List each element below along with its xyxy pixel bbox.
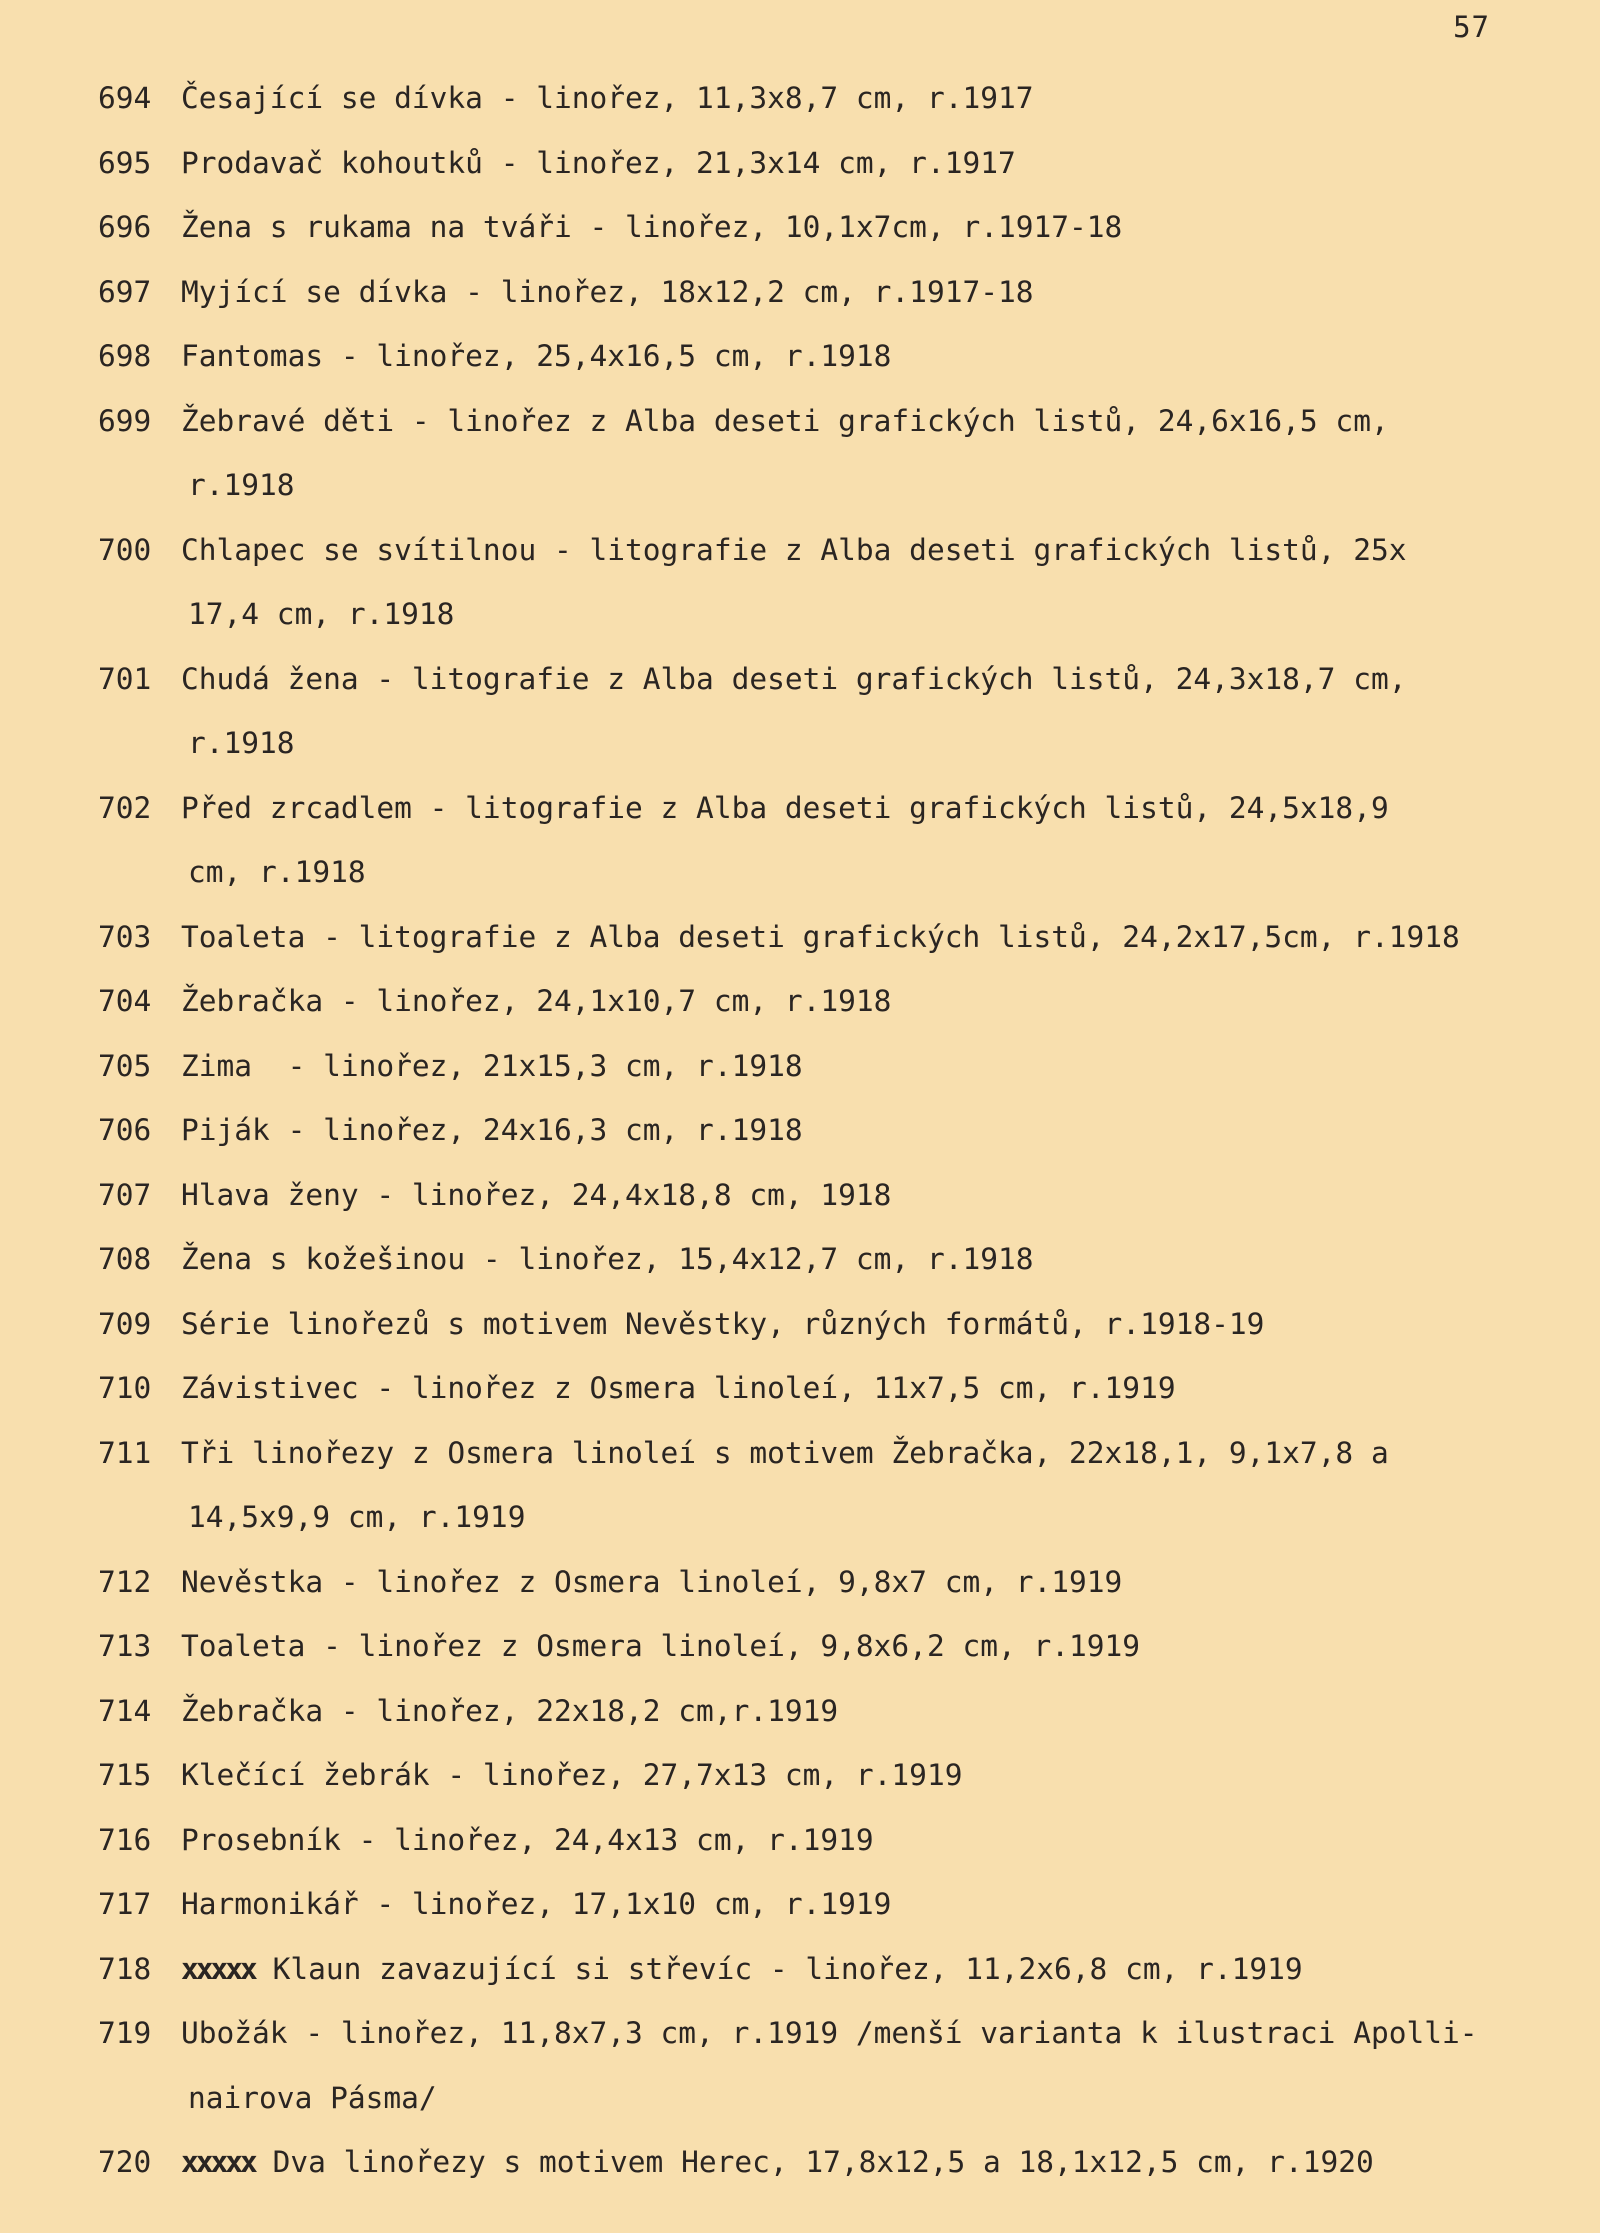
catalog-entry	[98, 1421, 1598, 1550]
entry-text: Žebračka - linořez, 22x18,2 cm,r.1919	[181, 1693, 839, 1728]
entry-number: 714	[98, 1693, 152, 1728]
catalog-entry	[98, 518, 1598, 647]
entry-number: 697	[98, 274, 152, 309]
entry-number: 694	[98, 81, 152, 115]
catalog-entry	[98, 195, 1598, 260]
entry-text: Chlapec se svítilnou - litografie z Alba deseti grafických listů, 25x	[181, 532, 1407, 567]
catalog-entry	[98, 776, 1598, 905]
entry-number: 720	[98, 2145, 152, 2179]
entry-text: Klaun zavazující si střevíc - linořez, 11,2x6,8 cm, r.1919	[272, 1951, 1303, 1986]
catalog-entry	[98, 1227, 1598, 1292]
entry-number: 711	[98, 1435, 152, 1470]
catalog-entry	[98, 1614, 1598, 1679]
entry-text: Toaleta - linořez z Osmera linoleí, 9,8x6,2 cm, r.1919	[181, 1629, 1141, 1663]
catalog-entry	[98, 969, 1598, 1034]
entry-text: Žebravé děti - linořez z Alba deseti grafických listů, 24,6x16,5 cm,	[181, 403, 1389, 438]
catalog-entry	[98, 1292, 1598, 1357]
catalog-entry	[98, 1550, 1598, 1615]
entry-text: Série linořezů s motivem Nevěstky, různých formátů, r.1918-19	[181, 1306, 1265, 1341]
entry-text: Myjící se dívka - linořez, 18x12,2 cm, r.1917-18	[181, 274, 1034, 309]
entry-text: Harmonikář - linořez, 17,1x10 cm, r.1919	[181, 1887, 892, 1921]
catalog-entry	[98, 1356, 1598, 1421]
catalog-entry	[98, 66, 1598, 131]
entry-text: Žebračka - linořez, 24,1x10,7 cm, r.1918	[181, 984, 892, 1018]
entry-continuation: nairova Pásma/	[188, 2080, 437, 2115]
entry-text: Zima - linořez, 21x15,3 cm, r.1918	[181, 1048, 803, 1083]
entry-number: 708	[98, 1242, 152, 1276]
entry-text: Žena s rukama na tváři - linořez, 10,1x7cm, r.1917-18	[181, 210, 1123, 244]
entry-number: 718	[98, 1951, 152, 1986]
entry-text: Česající se dívka - linořez, 11,3x8,7 cm, r.1917	[181, 81, 1034, 115]
entry-text: Před zrcadlem - litografie z Alba deseti grafických listů, 24,5x18,9	[181, 790, 1389, 825]
entry-number: 713	[98, 1629, 152, 1663]
entry-number: 696	[98, 210, 152, 244]
entry-number: 695	[98, 145, 152, 180]
entry-text: Toaleta - litografie z Alba deseti grafických listů, 24,2x17,5cm, r.1918	[181, 919, 1460, 954]
entry-continuation: r.1918	[188, 468, 295, 502]
catalog-entry	[98, 389, 1598, 518]
entry-text: Tři linořezy z Osmera linoleí s motivem Žebračka, 22x18,1, 9,1x7,8 a	[181, 1435, 1389, 1470]
entry-text: Dva linořezy s motivem Herec, 17,8x12,5 a 18,1x12,5 cm, r.1920	[272, 2145, 1374, 2179]
catalog-entry	[98, 1937, 1598, 2002]
entry-number: 702	[98, 790, 152, 825]
entry-number: 716	[98, 1822, 152, 1857]
entry-text: Závistivec - linořez z Osmera linoleí, 11x7,5 cm, r.1919	[181, 1371, 1176, 1405]
catalog-entry	[98, 1808, 1598, 1873]
entry-number: 705	[98, 1048, 152, 1083]
entry-text: Hlava ženy - linořez, 24,4x18,8 cm, 1918	[181, 1177, 892, 1212]
entry-text: Fantomas - linořez, 25,4x16,5 cm, r.1918	[181, 339, 892, 373]
catalog-entry	[98, 2001, 1598, 2130]
catalog-entry	[98, 1743, 1598, 1808]
entry-number: 710	[98, 1371, 152, 1405]
entry-text: Piják - linořez, 24x16,3 cm, r.1918	[181, 1113, 803, 1147]
entry-continuation: 14,5x9,9 cm, r.1919	[188, 1500, 526, 1534]
entry-number: 698	[98, 339, 152, 373]
entry-number: 704	[98, 984, 152, 1018]
catalog-entry	[98, 1872, 1598, 1937]
entry-number: 703	[98, 919, 152, 954]
catalog-entry	[98, 1163, 1598, 1228]
catalog-entry	[98, 260, 1598, 325]
page-number: 57	[1453, 10, 1490, 44]
catalog-entry	[98, 1034, 1598, 1099]
entry-continuation: 17,4 cm, r.1918	[188, 597, 455, 631]
entry-text: Prosebník - linořez, 24,4x13 cm, r.1919	[181, 1822, 874, 1857]
catalog-entry	[98, 131, 1598, 196]
entry-number: 717	[98, 1887, 152, 1921]
entry-number: 715	[98, 1758, 152, 1792]
entry-text: Chudá žena - litografie z Alba deseti grafických listů, 24,3x18,7 cm,	[181, 661, 1407, 696]
entry-continuation: cm, r.1918	[188, 855, 366, 889]
entry-number: 700	[98, 532, 152, 567]
catalog-entry	[98, 647, 1598, 776]
catalog-entry	[98, 1679, 1598, 1744]
entry-number: 712	[98, 1564, 152, 1599]
entry-number: 719	[98, 2016, 152, 2050]
entry-text: Žena s kožešinou - linořez, 15,4x12,7 cm, r.1918	[181, 1242, 1034, 1276]
entry-text: Klečící žebrák - linořez, 27,7x13 cm, r.1919	[181, 1758, 963, 1792]
struck-out-text: xxxxx	[181, 1951, 255, 1986]
entry-number: 709	[98, 1306, 152, 1341]
entry-number: 701	[98, 661, 152, 696]
catalog-list	[98, 66, 1598, 2195]
entry-continuation: r.1918	[188, 726, 295, 760]
struck-out-text: xxxxx	[181, 2145, 255, 2179]
catalog-entry	[98, 1098, 1598, 1163]
catalog-entry	[98, 324, 1598, 389]
entry-number: 707	[98, 1177, 152, 1212]
entry-number: 699	[98, 403, 152, 438]
entry-number: 706	[98, 1113, 152, 1147]
entry-text: Prodavač kohoutků - linořez, 21,3x14 cm, r.1917	[181, 145, 1016, 180]
catalog-entry	[98, 2130, 1598, 2195]
entry-text: Nevěstka - linořez z Osmera linoleí, 9,8x7 cm, r.1919	[181, 1564, 1123, 1599]
catalog-entry	[98, 905, 1598, 970]
entry-text: Ubožák - linořez, 11,8x7,3 cm, r.1919 /menší varianta k ilustraci Apolli-	[181, 2016, 1478, 2050]
